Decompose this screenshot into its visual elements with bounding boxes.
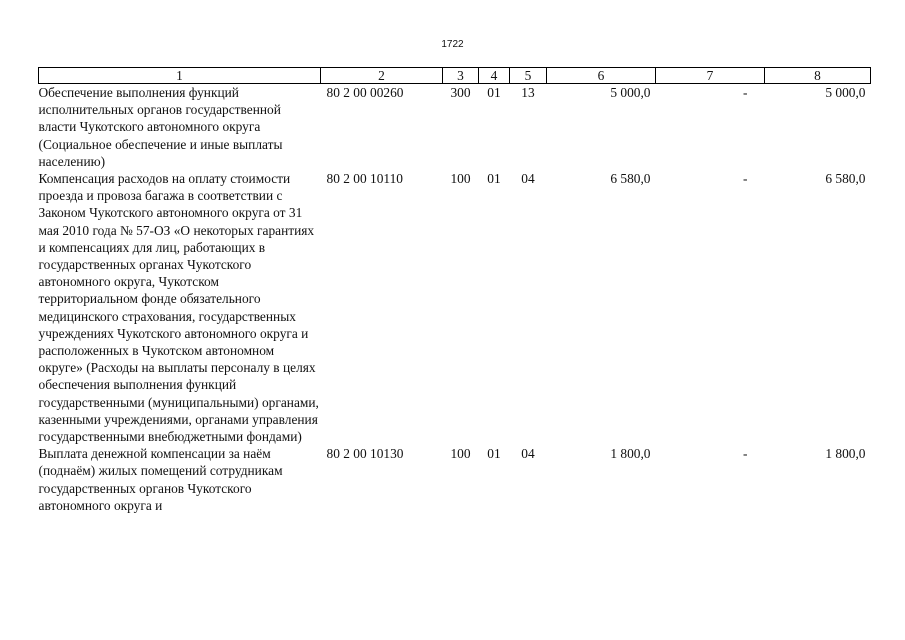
row-subsection: 13 <box>521 85 535 100</box>
row-subsection: 04 <box>521 446 535 462</box>
column-header: 2 <box>321 68 443 84</box>
table-row <box>39 170 871 445</box>
row-target-code: 80 2 00 00260 <box>326 85 404 100</box>
column-header: 1 <box>39 68 321 84</box>
row-expense-type: 300 <box>450 85 471 100</box>
row-change: - <box>743 446 748 462</box>
column-header: 3 <box>443 68 479 84</box>
page-number: 1722 <box>441 39 464 50</box>
row-amount: 6 580,0 <box>610 171 651 187</box>
column-header: 7 <box>656 68 765 84</box>
table-row <box>39 84 871 171</box>
row-expense-type: 100 <box>450 446 471 462</box>
column-header: 5 <box>510 68 547 84</box>
row-amount: 5 000,0 <box>610 85 651 100</box>
row-section: 01 <box>487 171 501 187</box>
row-target-code: 80 2 00 10130 <box>326 446 404 462</box>
row-description: Компенсация расходов на оплату стоимости проезда и провоза багажа в соответствии с Законом Чукотского автономного округа от 31 мая 2010 года № 57-ОЗ «О некоторых гарантиях и компенсациях для лиц, работающих в государственных органах Чукотского автономного округа, Чукотском территориальном фонде обязательного медицинского страхования, государственных учреждениях Чукотского автономного округа и расположенных в Чукотском автономном округе» (Расходы на выплаты персоналу в целях обеспечения выполнения функций государственными (муниципальными) органами, казенными учреждениями, органами управления государственными внебюджетными фондами) <box>38 171 319 445</box>
row-amount: 1 800,0 <box>610 446 651 462</box>
row-description: Обеспечение выполнения функций исполнительных органов государственной власти Чукотского автономного округа (Социальное обеспечение и иные выплаты населению) <box>38 85 283 169</box>
row-change: - <box>743 85 748 100</box>
row-subsection: 04 <box>521 171 535 187</box>
row-change: - <box>743 171 748 187</box>
budget-table <box>38 67 871 514</box>
row-description: Выплата денежной компенсации за наём (поднаём) жилых помещений сотрудникам государственных органов Чукотского автономного округа и <box>38 446 283 513</box>
row-section: 01 <box>487 446 501 462</box>
row-total: 1 800,0 <box>825 446 866 462</box>
row-target-code: 80 2 00 10110 <box>326 171 403 187</box>
row-total: 6 580,0 <box>825 171 866 187</box>
row-expense-type: 100 <box>450 171 471 187</box>
table-row <box>39 445 871 514</box>
column-header: 6 <box>547 68 656 84</box>
row-total: 5 000,0 <box>825 85 866 100</box>
column-header: 4 <box>479 68 510 84</box>
column-header: 8 <box>765 68 871 84</box>
row-section: 01 <box>487 85 501 100</box>
table-header-row <box>39 68 871 84</box>
